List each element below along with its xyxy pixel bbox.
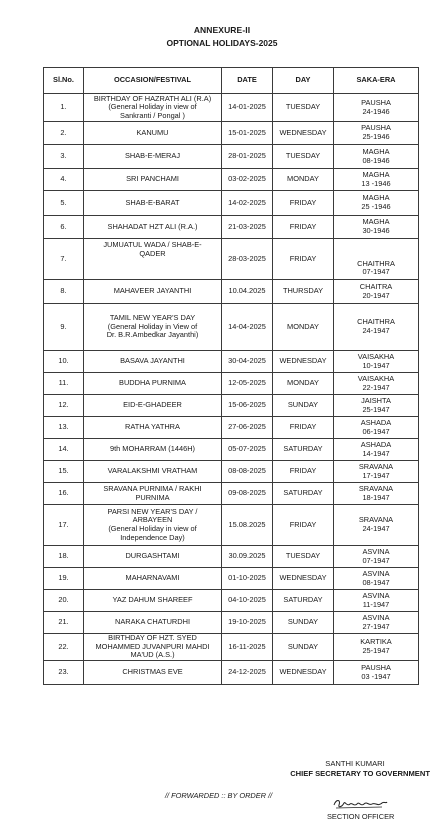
cell-saka-era <box>334 546 419 568</box>
forwarded-note: // FORWARDED :: BY ORDER // <box>165 791 273 800</box>
table-row <box>44 239 419 280</box>
cell-saka-era <box>334 461 419 483</box>
cell-occasion <box>84 612 222 634</box>
saka-line: ASVINA <box>362 568 390 578</box>
cell-day: FRIDAY <box>273 216 334 239</box>
occasion-line: SHAB-E-MERAJ <box>124 151 181 161</box>
table-row <box>44 122 419 145</box>
table-body <box>44 94 419 685</box>
cell-occasion <box>84 546 222 568</box>
cell-occasion <box>84 439 222 461</box>
cell-occasion <box>84 373 222 395</box>
saka-line: SRAVANA <box>358 461 394 471</box>
cell-day: WEDNESDAY <box>273 351 334 373</box>
occasion-line: 9th MOHARRAM (1446H) <box>109 444 195 454</box>
cell-occasion <box>84 568 222 590</box>
cell-day: TUESDAY <box>273 546 334 568</box>
table-row <box>44 661 419 685</box>
cell-date: 14-01-2025 <box>222 94 273 122</box>
cell-saka-era <box>334 94 419 122</box>
saka-line: PAUSHA <box>361 123 391 133</box>
occasion-line: Sankranti / Pongal ) <box>120 110 185 120</box>
cell-occasion <box>84 661 222 685</box>
saka-line: 08-1946 <box>362 155 390 165</box>
cell-saka-era <box>334 483 419 505</box>
cell-occasion <box>84 122 222 145</box>
saka-line: 24-1947 <box>362 326 390 335</box>
cell-day: MONDAY <box>273 373 334 395</box>
cell-slno: 12. <box>44 395 84 417</box>
column-header-saka-era: SAKA-ERA <box>334 68 419 94</box>
saka-line: 25-1946 <box>362 132 390 141</box>
saka-line: 17-1947 <box>362 470 390 480</box>
document-title: ANNEXURE-II <box>193 25 251 35</box>
saka-line: VAISAKHA <box>357 373 395 383</box>
cell-slno: 10. <box>44 351 84 373</box>
saka-line: CHAITHRA <box>357 317 395 327</box>
saka-line: ASVINA <box>362 612 390 622</box>
saka-line: CHAITRA <box>359 281 393 291</box>
saka-line: 18-1947 <box>362 492 390 502</box>
occasion-line: (General Holiday in View of <box>107 321 198 331</box>
table-row <box>44 94 419 122</box>
table-row <box>44 505 419 546</box>
occasion-line: ARBAYEEN <box>132 515 173 525</box>
cell-occasion <box>84 145 222 169</box>
cell-date: 30.09.2025 <box>222 546 273 568</box>
table-row <box>44 280 419 304</box>
table-row <box>44 612 419 634</box>
cell-saka-era <box>334 239 419 280</box>
section-officer-label: SECTION OFFICER <box>327 812 395 821</box>
saka-line: 10-1947 <box>362 360 390 370</box>
cell-date: 01-10-2025 <box>222 568 273 590</box>
occasion-line: Independence Day) <box>120 532 185 542</box>
document-subtitle: OPTIONAL HOLIDAYS-2025 <box>166 38 278 48</box>
table-row <box>44 483 419 505</box>
saka-line: VAISAKHA <box>357 351 395 361</box>
cell-day: SATURDAY <box>273 439 334 461</box>
saka-line: PAUSHA <box>361 97 391 107</box>
cell-saka-era <box>334 373 419 395</box>
occasion-line: SRAVANA PURNIMA / RAKHI <box>103 483 202 493</box>
saka-line: 14-1947 <box>362 448 390 458</box>
table-row <box>44 590 419 612</box>
cell-slno: 22. <box>44 634 84 661</box>
cell-day: TUESDAY <box>273 145 334 169</box>
table-row <box>44 145 419 169</box>
signatory-name: SANTHI KUMARI <box>325 759 385 768</box>
occasion-line: MAHARNAVAMI <box>125 573 180 583</box>
saka-line: MAGHA <box>362 217 390 227</box>
cell-saka-era <box>334 612 419 634</box>
occasion-line: BIRTHDAY OF HZT. SYED <box>108 633 197 643</box>
saka-line: 25-1947 <box>362 646 390 655</box>
table-row <box>44 169 419 191</box>
saka-line: ASVINA <box>362 546 390 556</box>
table-row <box>44 191 419 216</box>
saka-line: ASVINA <box>362 590 390 600</box>
saka-line: 20-1947 <box>362 290 390 300</box>
cell-saka-era <box>334 304 419 351</box>
cell-slno: 2. <box>44 122 84 145</box>
occasion-line: (General Holiday in view of <box>108 524 197 533</box>
occasion-line: BIRTHDAY OF HAZRATH ALI (R.A) <box>93 93 212 103</box>
occasion-line: RATHA YATHRA <box>125 422 180 432</box>
table-row <box>44 634 419 661</box>
cell-date: 04-10-2025 <box>222 590 273 612</box>
column-header-date: DATE <box>222 68 273 94</box>
cell-day: SATURDAY <box>273 483 334 505</box>
occasion-line: PURNIMA <box>135 492 170 502</box>
signatory-title: CHIEF SECRETARY TO GOVERNMENT <box>290 769 430 778</box>
cell-day: FRIDAY <box>273 239 334 280</box>
occasion-line: MOHAMMED JUVANPURI MAHDI <box>95 641 210 651</box>
occasion-line: DURGASHTAMI <box>125 551 180 561</box>
cell-day: SUNDAY <box>273 634 334 661</box>
cell-date: 27-06-2025 <box>222 417 273 439</box>
cell-slno: 15. <box>44 461 84 483</box>
occasion-line: YAZ DAHUM SHAREEF <box>112 595 193 605</box>
cell-saka-era <box>334 169 419 191</box>
cell-day: FRIDAY <box>273 461 334 483</box>
cell-date: 28-03-2025 <box>222 239 273 280</box>
table-row <box>44 216 419 239</box>
cell-day: FRIDAY <box>273 505 334 546</box>
cell-slno: 6. <box>44 216 84 239</box>
saka-line: MAGHA <box>362 146 390 156</box>
cell-date: 10.04.2025 <box>222 280 273 304</box>
saka-line: 22-1947 <box>362 382 390 392</box>
cell-saka-era <box>334 145 419 169</box>
saka-line: SRAVANA <box>358 483 394 493</box>
saka-line: 07-1947 <box>362 267 390 277</box>
cell-slno: 7. <box>44 239 84 280</box>
saka-line: ASHADA <box>360 417 392 427</box>
table-row <box>44 568 419 590</box>
table-row <box>44 395 419 417</box>
holidays-table <box>43 67 419 685</box>
cell-slno: 19. <box>44 568 84 590</box>
cell-slno: 16. <box>44 483 84 505</box>
column-header-slno: Sl.No. <box>44 68 84 94</box>
cell-saka-era <box>334 417 419 439</box>
cell-day: TUESDAY <box>273 94 334 122</box>
occasion-line: SRI PANCHAMI <box>126 174 179 184</box>
occasion-line: BUDDHA PURNIMA <box>119 378 186 388</box>
cell-date: 21-03-2025 <box>222 216 273 239</box>
cell-occasion <box>84 280 222 304</box>
column-header-day: DAY <box>273 68 334 94</box>
saka-line: 08-1947 <box>362 577 390 587</box>
cell-occasion <box>84 239 222 280</box>
cell-day: SUNDAY <box>273 612 334 634</box>
cell-slno: 1. <box>44 94 84 122</box>
cell-date: 24-12-2025 <box>222 661 273 685</box>
cell-slno: 20. <box>44 590 84 612</box>
saka-line: 11-1947 <box>362 599 390 609</box>
saka-line: 27-1947 <box>362 621 390 631</box>
saka-line: 25-1947 <box>362 404 390 414</box>
cell-saka-era <box>334 634 419 661</box>
cell-date: 03-02-2025 <box>222 169 273 191</box>
cell-date: 14-04-2025 <box>222 304 273 351</box>
occasion-line: SHAB-E-BARAT <box>125 197 180 207</box>
cell-date: 30-04-2025 <box>222 351 273 373</box>
cell-slno: 21. <box>44 612 84 634</box>
cell-saka-era <box>334 590 419 612</box>
saka-line: 06-1947 <box>362 426 390 436</box>
cell-saka-era <box>334 191 419 216</box>
cell-slno: 18. <box>44 546 84 568</box>
cell-occasion <box>84 216 222 239</box>
cell-date: 09-08-2025 <box>222 483 273 505</box>
occasion-line: EID-E-GHADEER <box>123 400 182 410</box>
cell-occasion <box>84 169 222 191</box>
saka-line: PAUSHA <box>361 662 391 672</box>
cell-saka-era <box>334 280 419 304</box>
occasion-line: BASAVA JAYANTHI <box>120 356 185 366</box>
cell-date: 15-01-2025 <box>222 122 273 145</box>
cell-day: WEDNESDAY <box>273 568 334 590</box>
occasion-line: CHRISTMAS EVE <box>122 667 183 677</box>
cell-saka-era <box>334 661 419 685</box>
cell-occasion <box>84 417 222 439</box>
cell-date: 28-01-2025 <box>222 145 273 169</box>
cell-day: WEDNESDAY <box>273 122 334 145</box>
handwritten-signature <box>330 795 390 811</box>
saka-line: SRAVANA <box>358 515 394 525</box>
saka-line: JAISHTA <box>361 395 391 405</box>
table-row <box>44 304 419 351</box>
cell-occasion <box>84 395 222 417</box>
table-row <box>44 461 419 483</box>
table-row <box>44 373 419 395</box>
occasion-line: JUMUATUL WADA / SHAB-E- <box>103 240 202 249</box>
occasion-line: PARSI NEW YEAR'S DAY / <box>107 506 198 516</box>
cell-occasion <box>84 351 222 373</box>
column-header-occasion: OCCASION/FESTIVAL <box>84 68 222 94</box>
cell-date: 08-08-2025 <box>222 461 273 483</box>
saka-line: 30-1946 <box>362 226 390 235</box>
cell-occasion <box>84 505 222 546</box>
cell-saka-era <box>334 568 419 590</box>
cell-slno: 17. <box>44 505 84 546</box>
table-header-row <box>44 68 419 94</box>
saka-line: 07-1947 <box>362 555 390 565</box>
cell-day: SUNDAY <box>273 395 334 417</box>
cell-occasion <box>84 590 222 612</box>
cell-occasion <box>84 483 222 505</box>
cell-date: 16-11-2025 <box>222 634 273 661</box>
occasion-line: Dr. B.R.Ambedkar Jayanthi) <box>106 330 199 340</box>
cell-date: 05-07-2025 <box>222 439 273 461</box>
saka-line: KARTIKA <box>360 637 392 647</box>
cell-day: FRIDAY <box>273 417 334 439</box>
saka-line: 13 -1946 <box>361 178 391 188</box>
cell-day: WEDNESDAY <box>273 661 334 685</box>
saka-line: MAGHA <box>362 193 390 203</box>
table-row <box>44 546 419 568</box>
saka-line: 24-1947 <box>362 524 390 533</box>
saka-line: ASHADA <box>360 439 392 449</box>
occasion-line: VARALAKSHMI VRATHAM <box>107 466 198 476</box>
cell-occasion <box>84 634 222 661</box>
cell-slno: 11. <box>44 373 84 395</box>
saka-line: 25 -1946 <box>361 202 391 211</box>
cell-slno: 14. <box>44 439 84 461</box>
occasion-line: (General Holiday in view of <box>108 102 197 112</box>
occasion-line: TAMIL NEW YEAR'S DAY <box>109 313 196 323</box>
occasion-line: QADER <box>139 248 166 258</box>
cell-slno: 5. <box>44 191 84 216</box>
table-row <box>44 417 419 439</box>
cell-date: 12-05-2025 <box>222 373 273 395</box>
cell-slno: 9. <box>44 304 84 351</box>
saka-line: 24-1946 <box>362 106 390 116</box>
cell-day: FRIDAY <box>273 191 334 216</box>
cell-day: MONDAY <box>273 169 334 191</box>
cell-saka-era <box>334 216 419 239</box>
cell-occasion <box>84 461 222 483</box>
cell-date: 15.08.2025 <box>222 505 273 546</box>
cell-date: 19-10-2025 <box>222 612 273 634</box>
table-row <box>44 439 419 461</box>
cell-day: SATURDAY <box>273 590 334 612</box>
cell-date: 14-02-2025 <box>222 191 273 216</box>
saka-line: MAGHA <box>362 169 390 179</box>
cell-date: 15-06-2025 <box>222 395 273 417</box>
cell-saka-era <box>334 122 419 145</box>
cell-slno: 3. <box>44 145 84 169</box>
cell-occasion <box>84 304 222 351</box>
occasion-line: KANUMU <box>136 127 169 137</box>
cell-saka-era <box>334 439 419 461</box>
cell-day: THURSDAY <box>273 280 334 304</box>
occasion-line: NARAKA CHATURDHI <box>114 617 190 627</box>
occasion-line: SHAHADAT HZT ALI (R.A.) <box>107 221 198 231</box>
cell-slno: 8. <box>44 280 84 304</box>
saka-line: CHAITHRA <box>357 258 395 268</box>
cell-saka-era <box>334 505 419 546</box>
occasion-line: MA'UD (A.S.) <box>130 650 175 660</box>
cell-occasion <box>84 191 222 216</box>
table-row <box>44 351 419 373</box>
cell-slno: 4. <box>44 169 84 191</box>
cell-slno: 23. <box>44 661 84 685</box>
cell-saka-era <box>334 395 419 417</box>
saka-line: 03 -1947 <box>361 671 391 681</box>
cell-saka-era <box>334 351 419 373</box>
cell-occasion <box>84 94 222 122</box>
cell-slno: 13. <box>44 417 84 439</box>
occasion-line: MAHAVEER JAYANTHI <box>113 286 192 296</box>
cell-day: MONDAY <box>273 304 334 351</box>
